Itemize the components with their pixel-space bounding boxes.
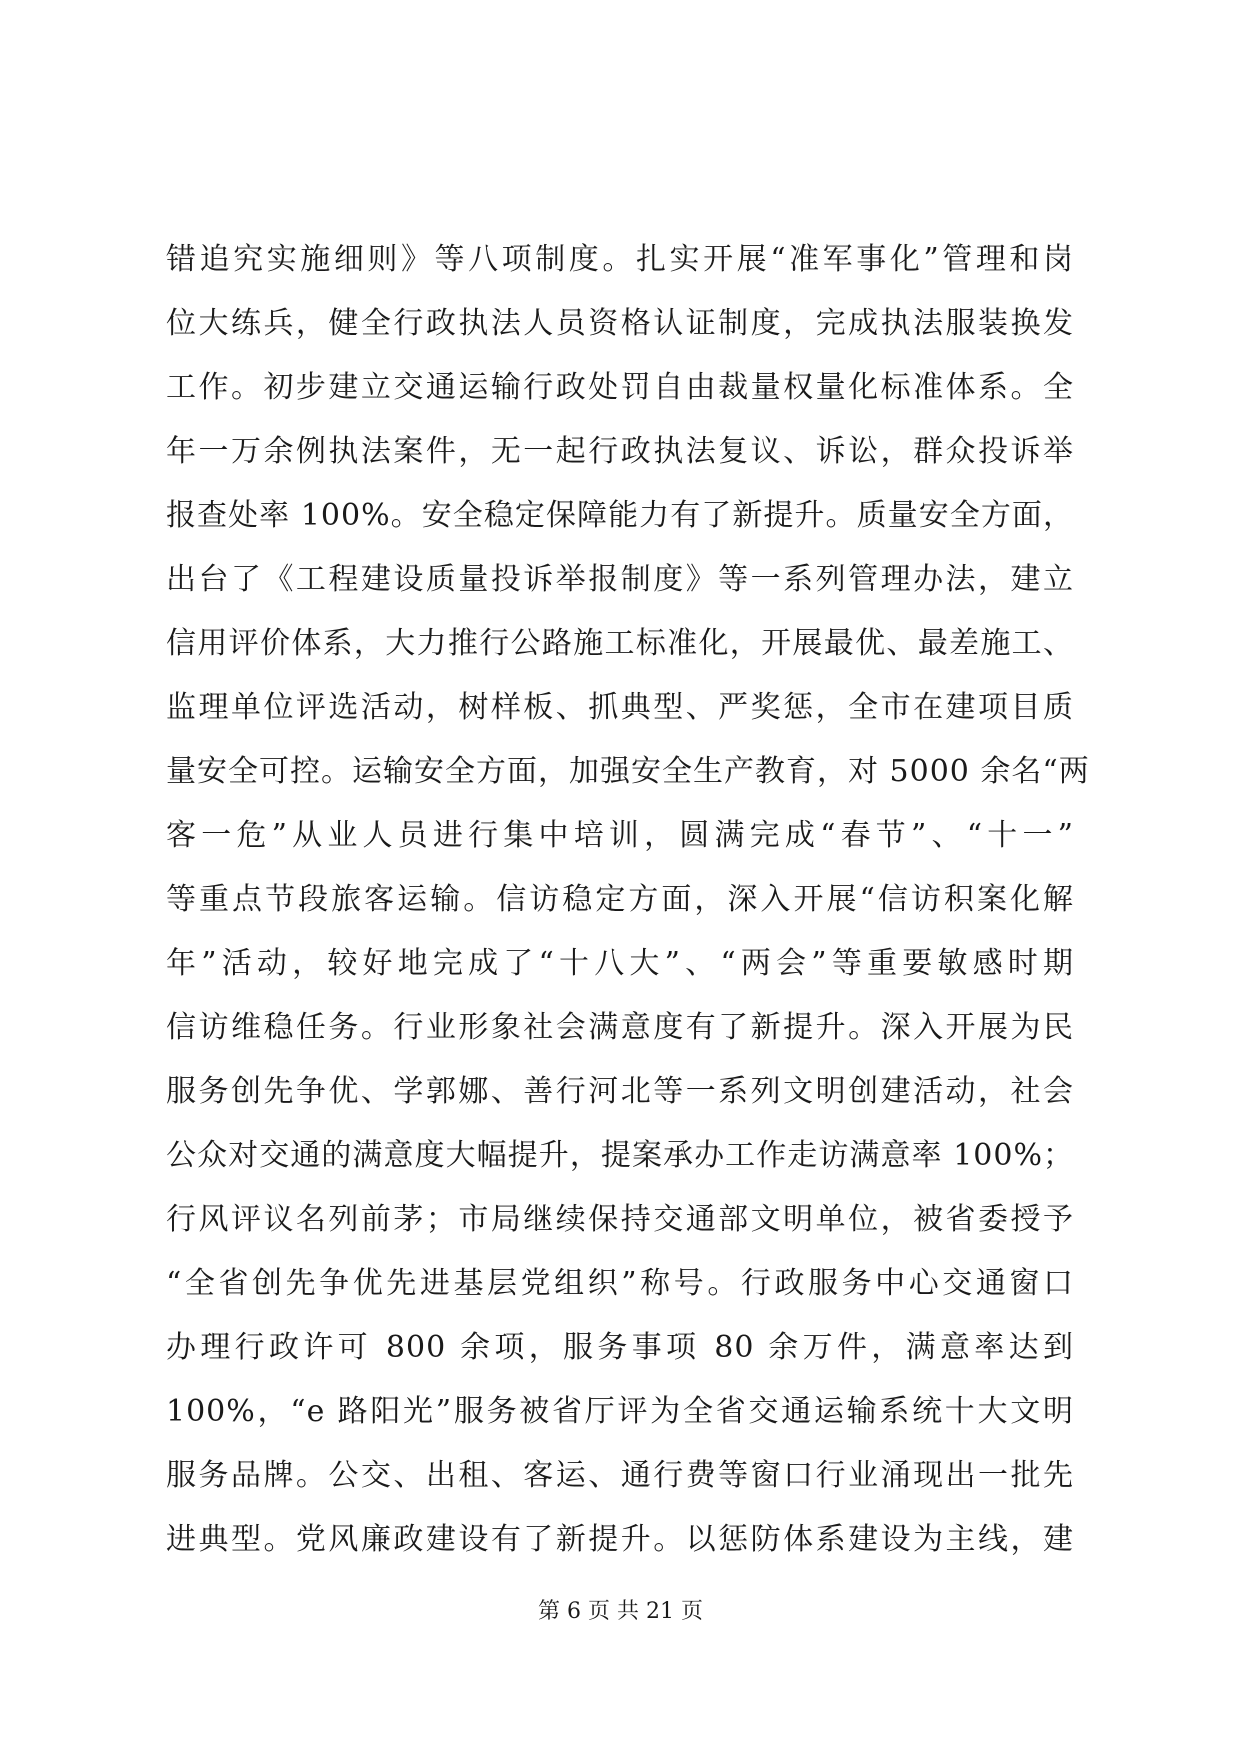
text-line: 年”活动，较好地完成了“十八大”、“两会”等重要敏感时期 — [166, 946, 1074, 981]
text-line: 服务品牌。公交、出租、客运、通行费等窗口行业涌现出一批先 — [166, 1458, 1074, 1493]
text-line: 服务创先争优、学郭娜、善行河北等一系列文明创建活动，社会 — [166, 1074, 1074, 1109]
page-footer — [0, 1597, 1241, 1627]
text-line: “全省创先争优先进基层党组织”称号。行政服务中心交通窗口 — [166, 1266, 1074, 1301]
text-line: 工作。初步建立交通运输行政处罚自由裁量权量化标准体系。全 — [166, 370, 1074, 405]
page-number-label: 第 6 页 共 21 页 — [538, 1599, 703, 1624]
text-line: 客一危”从业人员进行集中培训，圆满完成“春节”、“十一” — [166, 818, 1074, 853]
text-line: 办理行政许可 800 余项，服务事项 80 余万件，满意率达到 — [166, 1330, 1074, 1365]
text-line: 信访维稳任务。行业形象社会满意度有了新提升。深入开展为民 — [166, 1010, 1074, 1045]
text-line: 等重点节段旅客运输。信访稳定方面，深入开展“信访积案化解 — [166, 882, 1074, 917]
text-line: 年一万余例执法案件，无一起行政执法复议、诉讼，群众投诉举 — [166, 434, 1074, 469]
text-line: 报查处率 100%。安全稳定保障能力有了新提升。质量安全方面， — [166, 498, 1074, 533]
text-line: 出台了《工程建设质量投诉举报制度》等一系列管理办法，建立 — [166, 562, 1074, 597]
text-line: 位大练兵，健全行政执法人员资格认证制度，完成执法服装换发 — [166, 306, 1074, 341]
text-line: 行风评议名列前茅；市局继续保持交通部文明单位，被省委授予 — [166, 1202, 1074, 1237]
text-line: 监理单位评选活动，树样板、抓典型、严奖惩，全市在建项目质 — [166, 690, 1074, 725]
text-line: 进典型。党风廉政建设有了新提升。以惩防体系建设为主线，建 — [166, 1522, 1074, 1557]
text-line: 信用评价体系，大力推行公路施工标准化，开展最优、最差施工、 — [166, 626, 1074, 661]
text-line: 100%，“e 路阳光”服务被省厅评为全省交通运输系统十大文明 — [166, 1394, 1074, 1429]
text-line: 量安全可控。运输安全方面，加强安全生产教育，对 5000 余名“两 — [166, 754, 1090, 789]
text-line: 错追究实施细则》等八项制度。扎实开展“准军事化”管理和岗 — [166, 242, 1074, 277]
text-line: 公众对交通的满意度大幅提升，提案承办工作走访满意率 100%； — [166, 1138, 1074, 1173]
body-text — [166, 228, 1090, 1572]
